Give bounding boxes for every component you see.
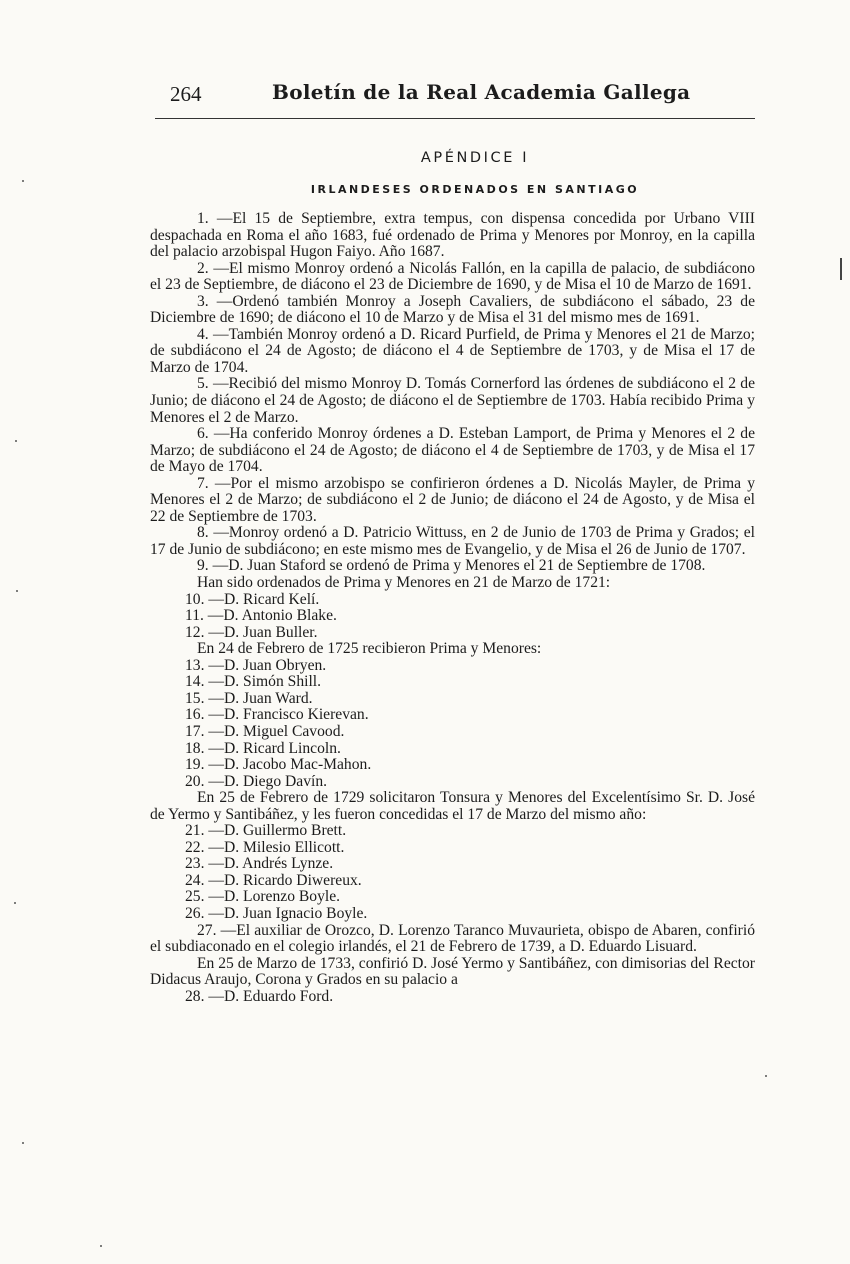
paragraph-1: 1. —El 15 de Septiembre, extra tempus, con dispensa concedida por Urbano VIII despachada en Roma el año 1683, fué ordenado de Prima y Menores por Monroy, en la capilla del palacio arzobispal Hugon Faiyo. Año 1687. <box>150 210 755 261</box>
list-item: 10. —D. Ricard Kelí. <box>185 590 320 608</box>
paragraph-3: 3. —Ordenó también Monroy a Joseph Cavaliers, de subdiácono el sábado, 23 de Diciembre de 1690; de diácono el 10 de Marzo y de Misa el 31 del mismo mes de 1691. <box>150 292 755 327</box>
paper-speck <box>16 590 18 592</box>
list-item: 14. —D. Simón Shill. <box>185 673 322 691</box>
list-item: 26. —D. Juan Ignacio Boyle. <box>185 904 368 922</box>
margin-mark <box>840 258 842 280</box>
paragraph-7: 7. —Por el mismo arzobispo se confirieron órdenes a D. Nicolás Mayler, de Prima y Menores el 2 de Marzo; de subdiácono el 2 de Junio; de diácono el 24 de Agosto, y de Misa el 22 de Septiembre de 1703. <box>150 474 755 525</box>
page-number: 264 <box>170 82 202 106</box>
paper-speck <box>14 902 16 904</box>
intro-1721: Han sido ordenados de Prima y Menores en 21 de Marzo de 1721: <box>197 574 611 592</box>
paragraph-27: 27. —El auxiliar de Orozco, D. Lorenzo Taranco Muvaurieta, obispo de Abaren, confirió el subdiaconado en el colegio irlandés, el 21 de Febrero de 1739, a D. Eduardo Lisuard. <box>150 921 755 956</box>
intro-1729: En 25 de Febrero de 1729 solicitaron Tonsura y Menores del Excelentísimo Sr. D. José de Yermo y Santibáñez, y les fueron concedidas el 17 de Marzo del mismo año: <box>150 789 755 823</box>
list-item: 12. —D. Juan Buller. <box>185 623 318 641</box>
list-item: 15. —D. Juan Ward. <box>185 689 313 707</box>
paragraph-4: 4. —También Monroy ordenó a D. Ricard Purfield, de Prima y Menores el 21 de Marzo; de subdiácono el 24 de Agosto; de diácono el 4 de Septiembre de 1703, y de Misa el 17 de Marzo de 1704. <box>150 325 755 376</box>
list-item: 13. —D. Juan Obryen. <box>185 656 327 674</box>
section-title: IRLANDESES ORDENADOS EN SANTIAGO <box>310 183 640 196</box>
paragraph-2: 2. —El mismo Monroy ordenó a Nicolás Fallón, en la capilla de palacio, de subdiácono el 23 de Septiembre, de diácono el 23 de Diciembre de 1690, y de Misa el 10 de Marzo de 1691. <box>150 259 755 294</box>
intro-1725: En 24 de Febrero de 1725 recibieron Prima y Menores: <box>197 640 542 658</box>
paragraph-1733: En 25 de Marzo de 1733, confirió D. José Yermo y Santibáñez, con dimisorias del Rector Didacus Araujo, Corona y Grados en su palacio a <box>150 954 755 989</box>
list-item: 21. —D. Guillermo Brett. <box>185 822 347 840</box>
paragraph-8: 8. —Monroy ordenó a D. Patricio Wittuss, en 2 de Junio de 1703 de Prima y Grados; el 17 de Junio de subdiácono; en este mismo mes de Evangelio, y de Misa el 26 de Junio de 1707. <box>150 524 755 558</box>
body-text <box>150 211 755 1005</box>
paper-speck <box>15 440 17 442</box>
paragraph-5: 5. —Recibió del mismo Monroy D. Tomás Cornerford las órdenes de subdiácono el 2 de Junio; de diácono el 24 de Agosto; de diácono el de Septiembre de 1703. Había recibido Prima y Menores el 2 de Marzo. <box>150 375 755 426</box>
paragraph-9: 9. —D. Juan Staford se ordenó de Prima y Menores el 21 de Septiembre de 1708. <box>197 557 706 575</box>
paper-speck <box>22 180 24 182</box>
list-item: 22. —D. Milesio Ellicott. <box>185 838 345 856</box>
list-item: 18. —D. Ricard Lincoln. <box>185 739 341 757</box>
list-item: 17. —D. Miguel Cavood. <box>185 722 345 740</box>
paper-speck <box>22 1142 24 1144</box>
header-rule <box>155 118 755 119</box>
paper-speck <box>765 1075 767 1077</box>
paragraph-6: 6. —Ha conferido Monroy órdenes a D. Esteban Lamport, de Prima y Menores el 2 de Marzo; de subdiácono el 24 de Agosto; de diácono el 4 de Septiembre de 1703, y de Misa el 17 de Mayo de 1704. <box>150 425 755 476</box>
list-item: 20. —D. Diego Davín. <box>185 772 328 790</box>
list-item: 23. —D. Andrés Lynze. <box>185 855 334 873</box>
list-item: 19. —D. Jacobo Mac-Mahon. <box>185 756 372 774</box>
paper-speck <box>100 1245 102 1247</box>
appendix-title: APÉNDICE I <box>420 150 530 166</box>
list-item: 16. —D. Francisco Kierevan. <box>185 706 369 724</box>
running-title: Boletín de la Real Academia Gallega <box>272 80 691 104</box>
list-item: 11. —D. Antonio Blake. <box>185 607 337 625</box>
list-item: 28. —D. Eduardo Ford. <box>185 987 334 1005</box>
page-header <box>150 80 755 112</box>
list-item: 24. —D. Ricardo Diwereux. <box>185 871 362 889</box>
list-item: 25. —D. Lorenzo Boyle. <box>185 888 341 906</box>
